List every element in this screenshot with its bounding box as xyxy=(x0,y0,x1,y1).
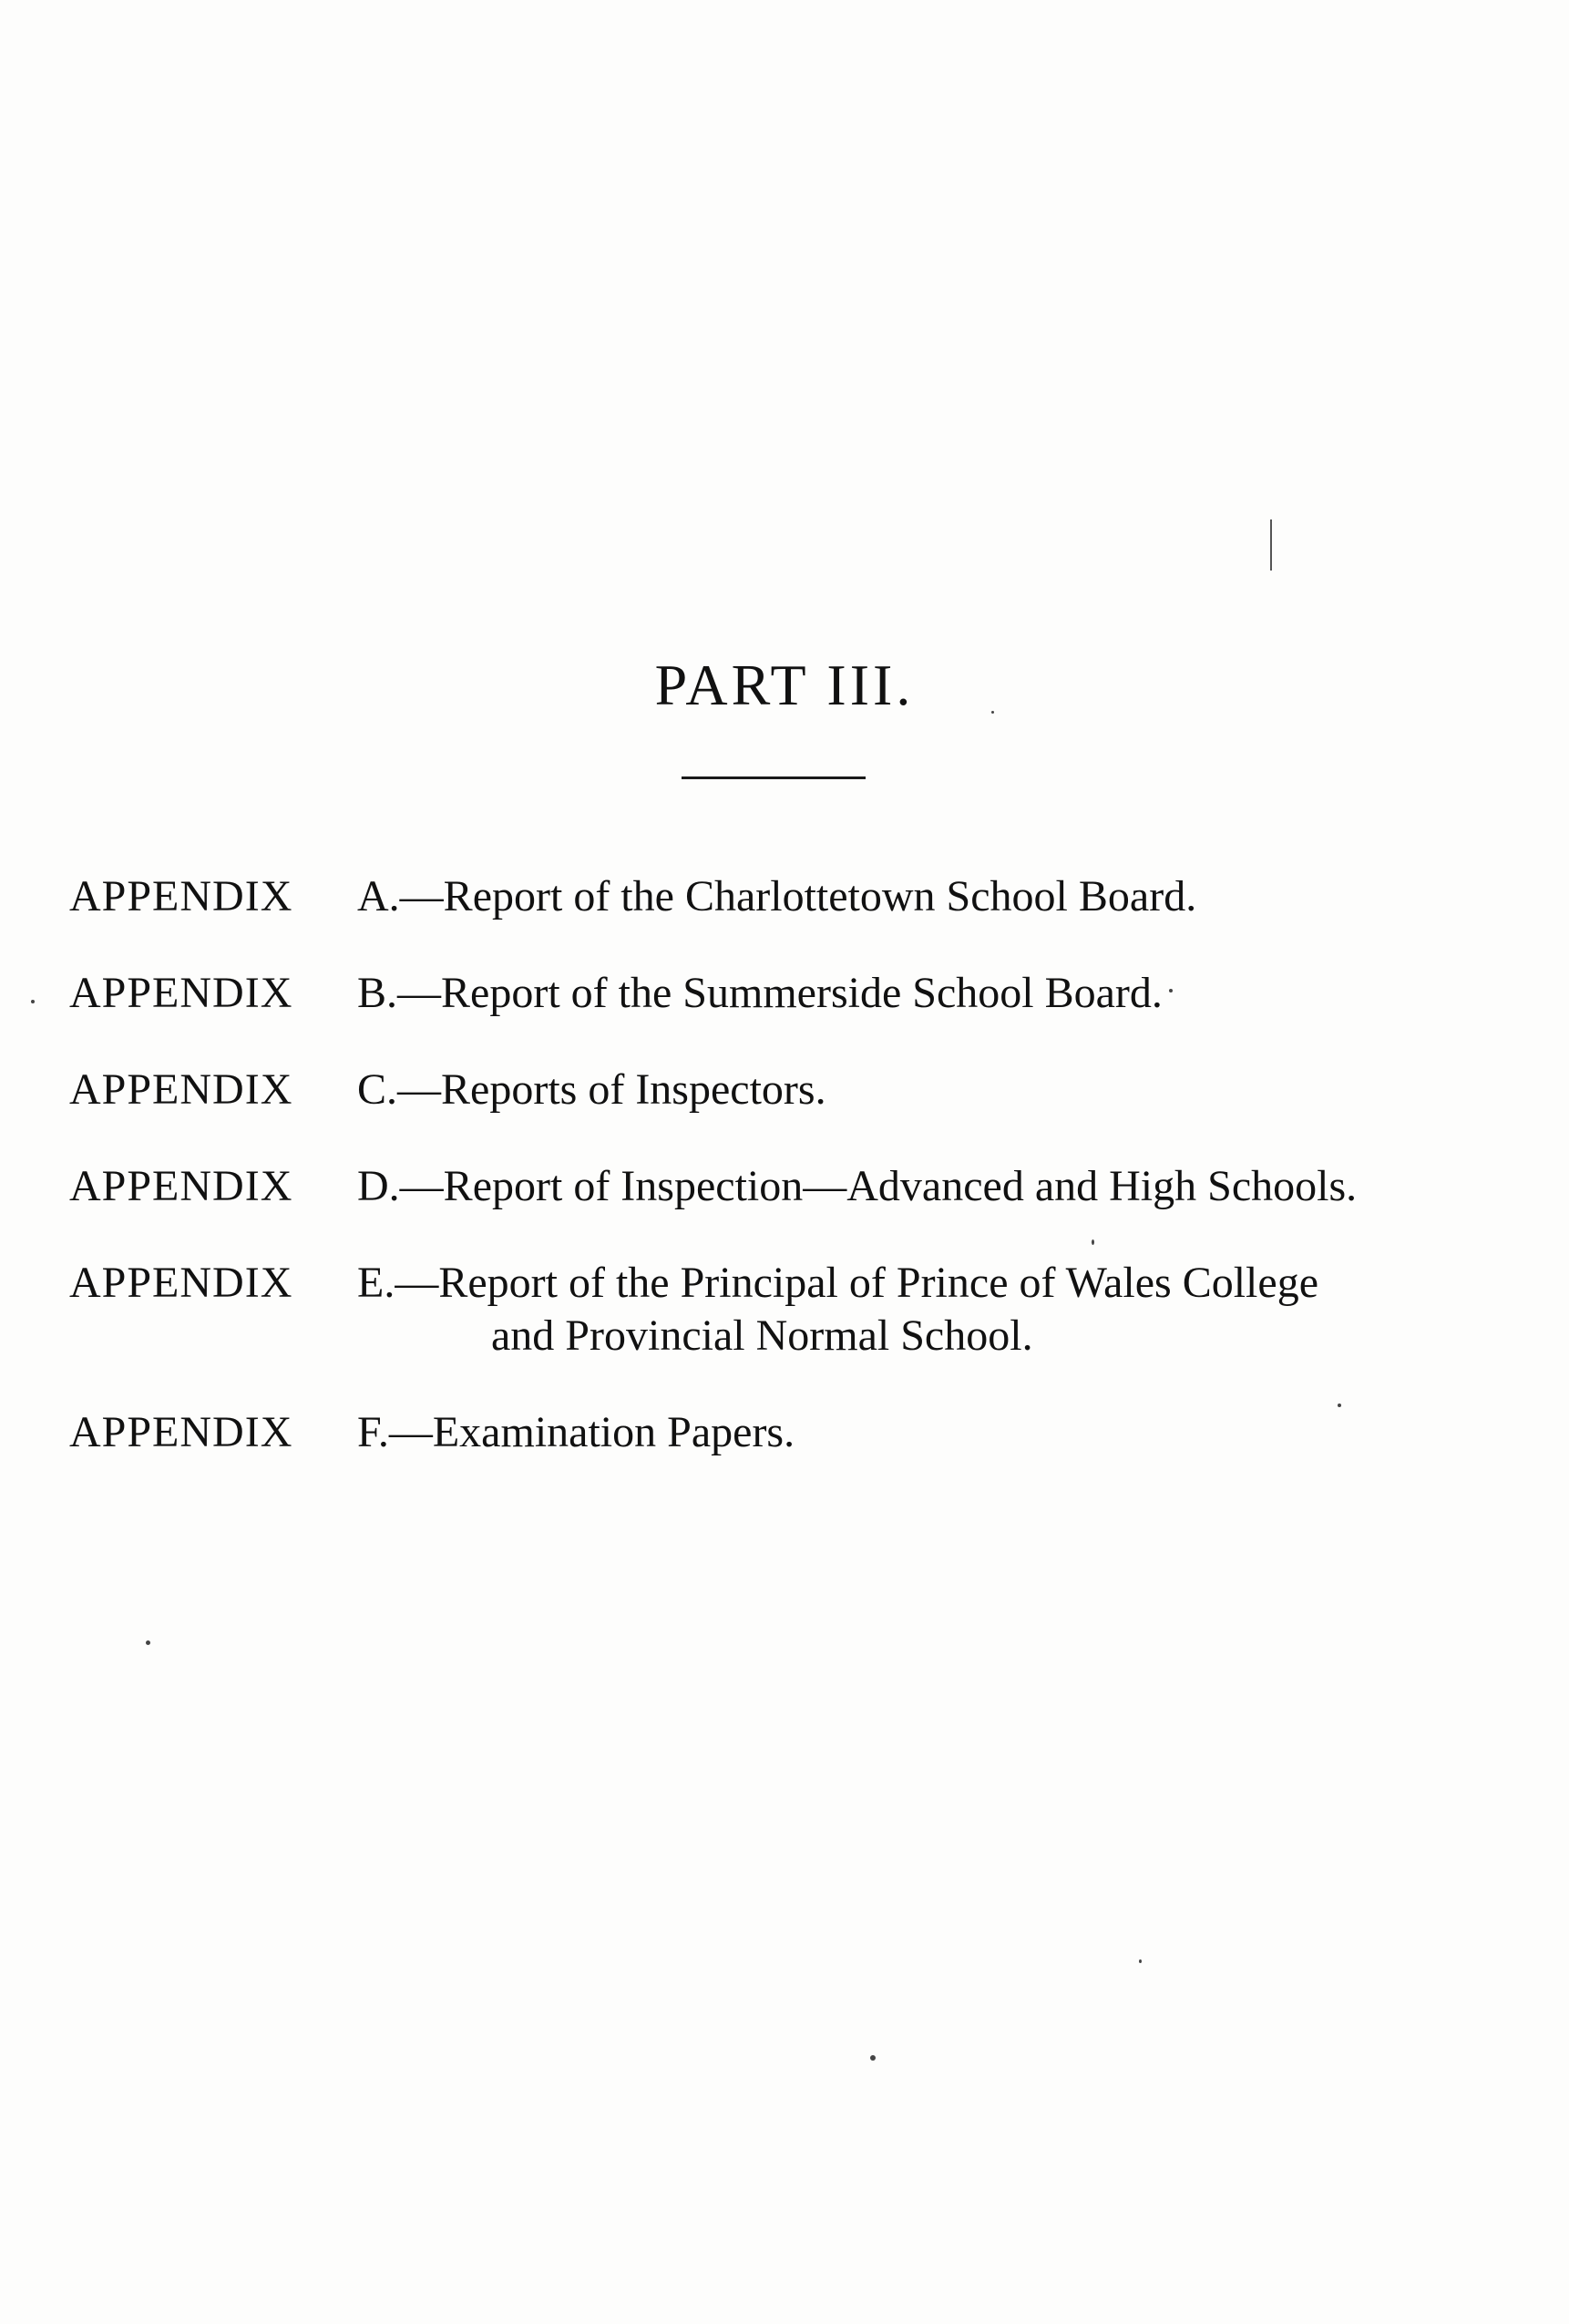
appendix-label: APPENDIX xyxy=(69,1408,293,1456)
appendix-item-e xyxy=(69,1257,1491,1363)
appendix-letter: C. xyxy=(357,1065,398,1114)
appendix-label: APPENDIX xyxy=(69,969,293,1017)
appendix-letter: A. xyxy=(357,872,400,920)
scan-speck xyxy=(146,1640,150,1645)
scan-speck xyxy=(1338,1404,1341,1407)
appendix-description-continued: and Provincial Normal School. xyxy=(491,1311,1033,1360)
appendix-label: APPENDIX xyxy=(69,1259,293,1307)
appendix-list xyxy=(69,870,1491,1503)
scan-mark xyxy=(1270,519,1272,571)
scan-speck xyxy=(31,1000,35,1003)
appendix-item-b xyxy=(69,967,1491,1020)
appendix-description: —Reports of Inspectors. xyxy=(397,1065,826,1114)
appendix-description: —Examination Papers. xyxy=(388,1408,795,1456)
scan-speck xyxy=(870,2055,876,2061)
appendix-item-d xyxy=(69,1160,1491,1213)
scan-speck xyxy=(1169,989,1173,992)
appendix-description: —Report of the Charlottetown School Board. xyxy=(399,872,1197,920)
appendix-item-c xyxy=(69,1064,1491,1116)
appendix-label: APPENDIX xyxy=(69,1162,293,1210)
scan-speck xyxy=(1139,1959,1142,1963)
appendix-letter: E. xyxy=(357,1259,395,1307)
title-rule xyxy=(682,776,866,779)
appendix-description: —Report of Inspection—Advanced and High Schools. xyxy=(399,1162,1358,1210)
appendix-description: —Report of the Principal of Prince of Wales College xyxy=(395,1259,1318,1307)
appendix-letter: B. xyxy=(357,969,398,1017)
appendix-letter: D. xyxy=(357,1162,400,1210)
appendix-letter: F. xyxy=(357,1408,389,1456)
appendix-label: APPENDIX xyxy=(69,872,293,920)
appendix-description: —Report of the Summerside School Board. xyxy=(397,969,1163,1017)
part-title: PART III. xyxy=(654,652,915,717)
appendix-item-a xyxy=(69,870,1491,923)
scan-speck xyxy=(1092,1239,1094,1245)
scan-speck xyxy=(991,711,994,714)
appendix-label: APPENDIX xyxy=(69,1065,293,1114)
appendix-item-f xyxy=(69,1406,1491,1459)
